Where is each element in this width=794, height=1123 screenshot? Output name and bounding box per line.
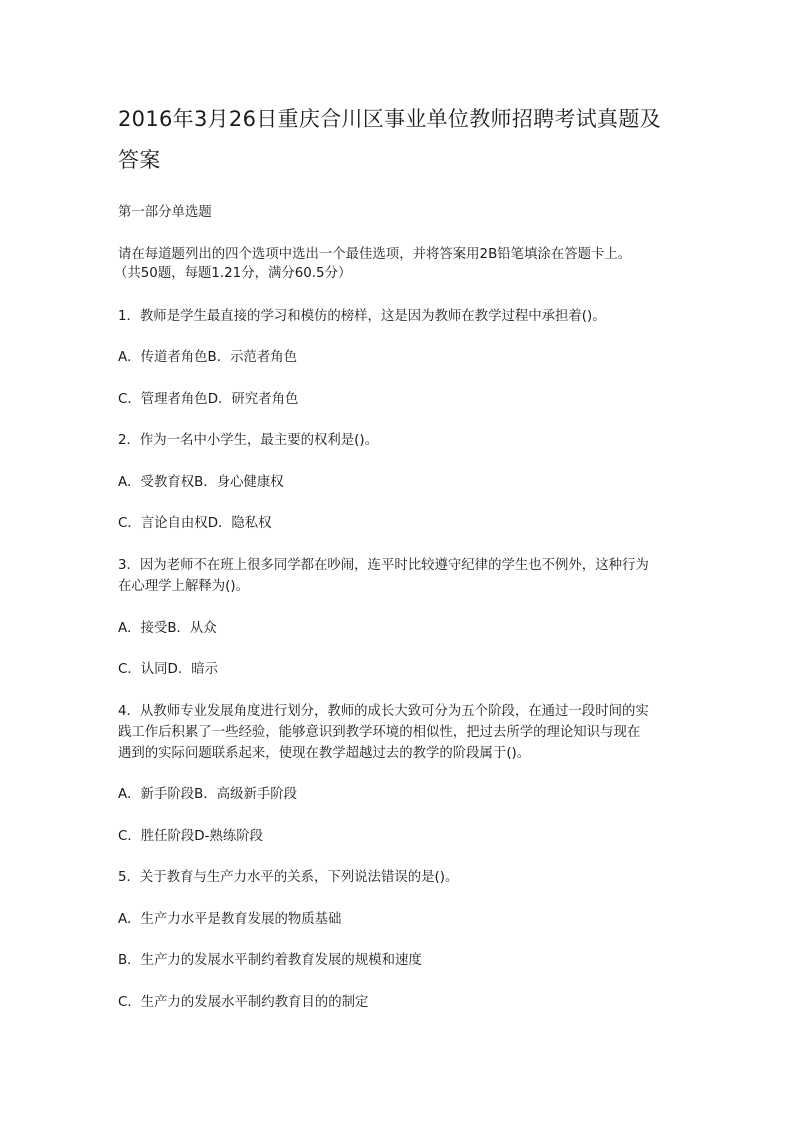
question-5-option-b: B．生产力的发展水平制约着教育发展的规模和速度 bbox=[118, 953, 422, 968]
question-1-options-row-1: A．传道者角色B．示范者角色 bbox=[118, 350, 298, 365]
section-heading: 第一部分单选题 bbox=[118, 205, 212, 220]
question-3-stem-line-1: 3．因为老师不在班上很多同学都在吵闹，连平时比较遵守纪律的学生也不例外，这种行为 bbox=[118, 558, 649, 573]
question-5-option-c: C．生产力的发展水平制约教育目的的制定 bbox=[118, 995, 369, 1010]
instructions-line-2: （共50题，每题1.21分，满分60.5分） bbox=[114, 266, 352, 281]
instructions-line-1: 请在每道题列出的四个选项中选出一个最佳选项，并将答案用2B铅笔填涂在答题卡上。 bbox=[118, 247, 632, 262]
question-2-stem: 2．作为一名中小学生，最主要的权利是()。 bbox=[118, 433, 378, 448]
question-5-stem: 5．关于教育与生产力水平的关系，下列说法错误的是()。 bbox=[118, 870, 459, 885]
question-3-options-row-2: C．认同D．暗示 bbox=[118, 662, 219, 677]
question-4-options-row-2: C．胜任阶段D-熟练阶段 bbox=[118, 829, 264, 844]
question-3-options-row-1: A．接受B．从众 bbox=[118, 621, 217, 636]
question-4-stem-line-3: 遇到的实际问题联系起来，使现在教学超越过去的教学的阶段属于()。 bbox=[118, 746, 531, 761]
question-4-options-row-1: A．新手阶段B．高级新手阶段 bbox=[118, 787, 298, 802]
document-title-line-1: 2016年3月26日重庆合川区事业单位教师招聘考试真题及 bbox=[118, 107, 661, 131]
question-2-options-row-2: C．言论自由权D．隐私权 bbox=[118, 516, 272, 531]
question-4-stem-line-1: 4．从教师专业发展角度进行划分，教师的成长大致可分为五个阶段，在通过一段时间的实 bbox=[118, 704, 649, 719]
question-1-options-row-2: C．管理者角色D．研究者角色 bbox=[118, 392, 299, 407]
question-1-stem: 1．教师是学生最直接的学习和模仿的榜样，这是因为教师在教学过程中承担着()。 bbox=[118, 309, 606, 324]
document-title-line-2: 答案 bbox=[118, 148, 161, 172]
question-3-stem-line-2: 在心理学上解释为()。 bbox=[118, 579, 249, 594]
question-2-options-row-1: A．受教育权B．身心健康权 bbox=[118, 475, 284, 490]
question-4-stem-line-2: 践工作后积累了一些经验，能够意识到教学环境的相似性，把过去所学的理论知识与现在 bbox=[118, 725, 641, 740]
question-5-option-a: A．生产力水平是教育发展的物质基础 bbox=[118, 912, 342, 927]
